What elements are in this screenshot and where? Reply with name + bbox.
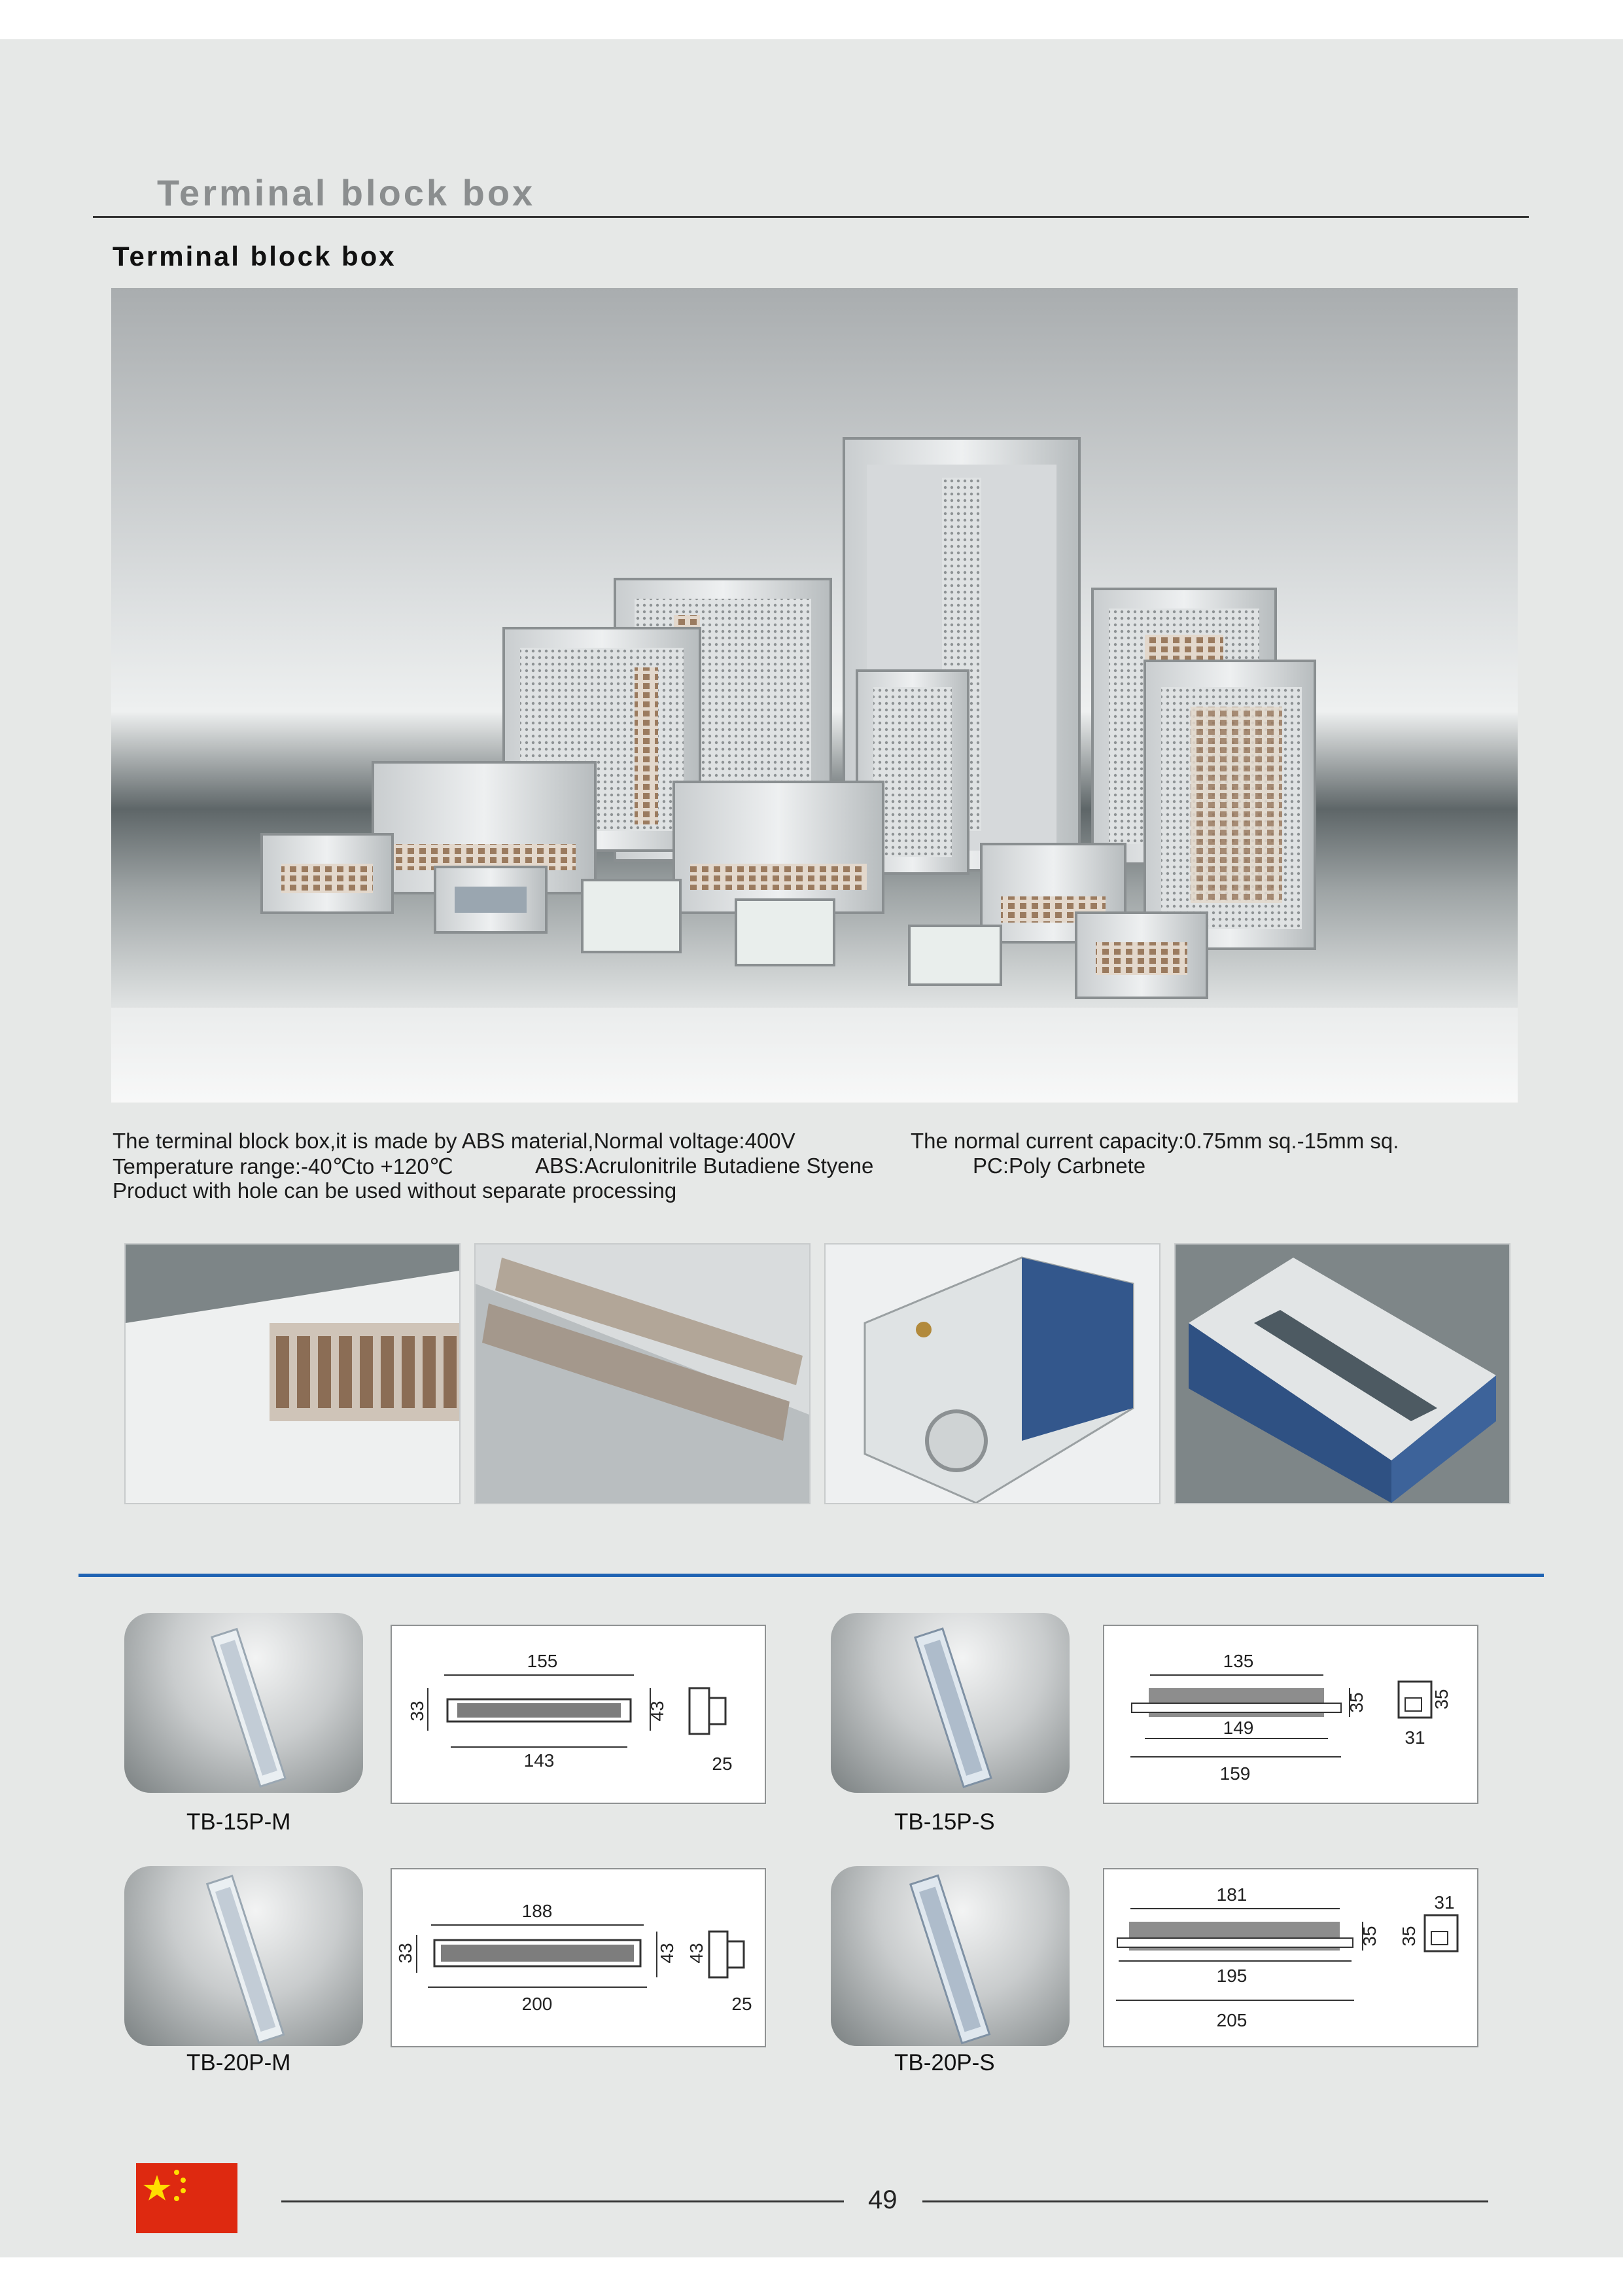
model-label-tb-15p-s: TB-15P-S <box>894 1809 995 1835</box>
description-line-hole: Product with hole can be used without separate processing <box>113 1178 677 1203</box>
dim-side-width: 31 <box>1405 1727 1425 1748</box>
dim-bottom: 143 <box>523 1750 555 1771</box>
hero-product-photo <box>111 288 1518 1103</box>
description-line-abs: ABS:Acrulonitrile Butadiene Styene <box>535 1154 874 1178</box>
section-title: Terminal block box <box>113 241 396 272</box>
dim-right: 43 <box>647 1701 667 1722</box>
product-photo-tb-20p-m <box>124 1866 363 2046</box>
page-header-title: Terminal block box <box>157 172 536 213</box>
description-line-pc: PC:Poly Carbnete <box>973 1154 1146 1178</box>
dimension-drawing-tb-20p-s <box>1103 1868 1478 2047</box>
dim-right: 35 <box>1346 1692 1367 1713</box>
product-photo-tb-15p-s <box>831 1613 1070 1793</box>
detail-photo-terminal-rails <box>474 1243 811 1504</box>
detail-photo-cable-gland <box>824 1243 1161 1504</box>
dim-right: 43 <box>657 1943 677 1964</box>
description-line-current: The normal current capacity:0.75mm sq.-15mm sq. <box>911 1129 1399 1153</box>
dim-side-width: 31 <box>1434 1892 1455 1913</box>
dim-right: 35 <box>1359 1926 1380 1947</box>
dim-bottom: 200 <box>521 1994 553 2014</box>
model-label-tb-20p-m: TB-20P-M <box>186 2050 291 2075</box>
section-divider <box>79 1574 1544 1577</box>
detail-photo-open-box-blue <box>1174 1243 1510 1504</box>
dim-top: 188 <box>521 1901 553 1921</box>
dim-top: 135 <box>1223 1651 1254 1671</box>
description-line-temperature: Temperature range:-40℃to +120℃ <box>113 1154 453 1178</box>
enclosure-group-illustration <box>111 288 1518 1103</box>
dimension-drawing-tb-20p-m <box>391 1868 766 2047</box>
dim-top: 181 <box>1216 1884 1248 1905</box>
china-flag-icon <box>136 2163 237 2233</box>
dim-mid: 149 <box>1223 1718 1254 1738</box>
dim-side-height: 35 <box>1431 1689 1452 1710</box>
model-label-tb-15p-m: TB-15P-M <box>186 1809 291 1835</box>
dim-top: 155 <box>527 1651 558 1671</box>
footer-rule-right <box>922 2200 1488 2202</box>
dim-side-height: 43 <box>686 1943 707 1964</box>
dim-side-height: 35 <box>1399 1926 1419 1947</box>
dimension-drawing-tb-15p-s <box>1103 1625 1478 1804</box>
footer-rule-left <box>281 2200 844 2202</box>
page-number: 49 <box>868 2185 898 2214</box>
model-label-tb-20p-s: TB-20P-S <box>894 2050 995 2075</box>
header-divider <box>93 216 1529 218</box>
dim-side: 25 <box>712 1754 733 1774</box>
product-photo-tb-15p-m <box>124 1613 363 1793</box>
dim-bottom: 205 <box>1216 2010 1248 2030</box>
dim-left: 33 <box>395 1943 415 1964</box>
dimension-drawing-tb-15p-m <box>391 1625 766 1804</box>
detail-photo-terminals-closeup <box>124 1243 461 1504</box>
dim-mid: 195 <box>1216 1966 1248 1986</box>
product-photo-tb-20p-s <box>831 1866 1070 2046</box>
dim-left: 33 <box>407 1701 427 1722</box>
dim-bottom: 159 <box>1219 1763 1251 1784</box>
description-line-voltage: The terminal block box,it is made by ABS material,Normal voltage:400V <box>113 1129 795 1153</box>
dim-side: 25 <box>731 1994 752 2014</box>
